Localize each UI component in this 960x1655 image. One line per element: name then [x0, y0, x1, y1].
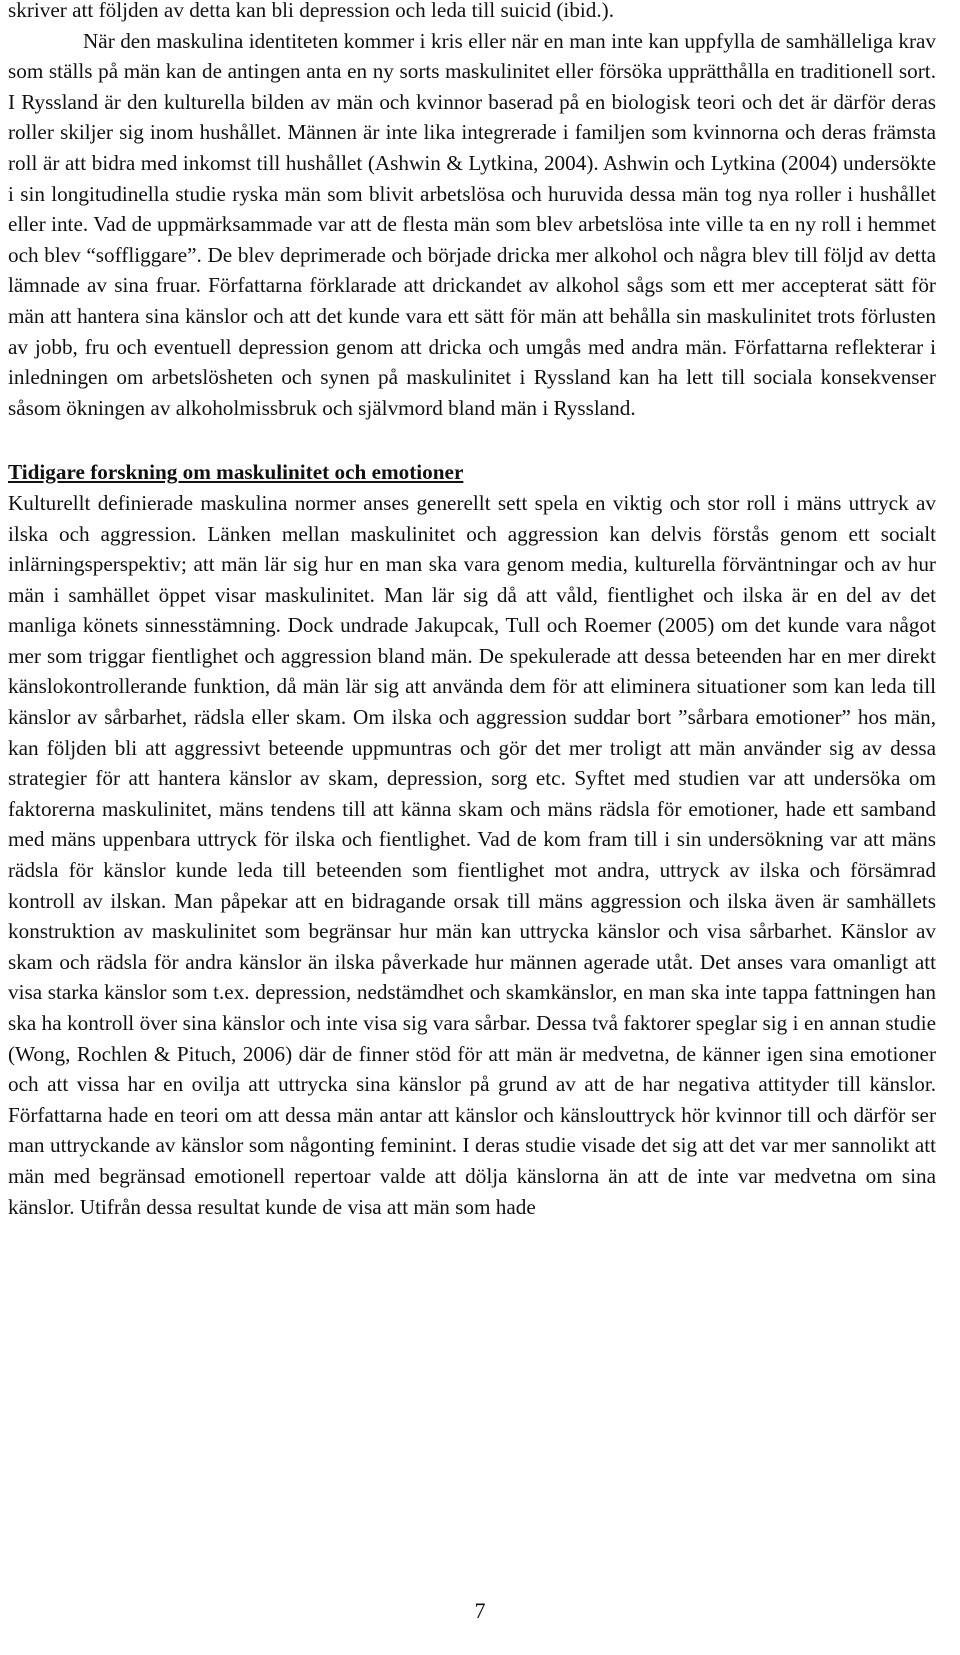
section-gap [8, 423, 936, 457]
continued-line: skriver att följden av detta kan bli depression och leda till suicid (ibid.). [8, 0, 615, 22]
section-heading: Tidigare forskning om maskulinitet och emotioner [8, 460, 464, 485]
paragraph-previous-research: Kulturellt definierade maskulina normer anses generellt sett spela en viktig och stor roll i mäns uttryck av ilska och aggression. Länken mellan maskulinitet och aggression kan delvis förstås genom ett socialt inlärningsperspektiv; att män lär sig hur en man ska vara genom media, kulturella förväntningar och av hur män i samhället öppet visar maskulinitet. Man lär sig då att våld, fientlighet och ilska är en del av det manliga könets sinnesstämning. Dock undrade Jakupcak, Tull och Roemer (2005) om det kunde vara något mer som triggar fientlighet och aggression bland män. De spekulerade att dessa beteenden har en mer direkt känslokontrollerande funktion, då män lär sig att använda dem för att eliminera situationer som kan leda till känslor av sårbarhet, rädsla eller skam. Om ilska och aggression suddar bort ”sårbara emotioner” hos män, kan följden bli att aggressivt beteende uppmuntras och gör det mer troligt att män använder sig av dessa strategier för att hantera känslor av skam, depression, sorg etc. Syftet med studien var att undersöka om faktorerna maskulinitet, mäns tendens till att känna skam och mäns rädsla för emotioner, hade ett samband med mäns uppenbara uttryck för ilska och fientlighet. Vad de kom fram till i sin undersökning var att mäns rädsla för känslor kunde leda till beteenden som fientlighet mot andra, uttryck av ilska och försämrad kontroll av ilskan. Man påpekar att en bidragande orsak till mäns aggression och ilska även är samhällets konstruktion av maskulinitet som begränsar hur män kan uttrycka känslor och visa sårbarhet. Känslor av skam och rädsla för andra känslor än ilska påverkade hur männen agerade utåt. Det anses vara omanligt att visa starka känslor som t.ex. depression, nedstämdhet och skamkänslor, en man ska inte tappa fattningen han ska ha kontroll över sina känslor och inte visa sig vara sårbar. Dessa två faktorer speglar sig i en annan studie (Wong, Rochlen & Pituch, 2006) där de finner stöd för att män är medvetna, de känner igen sina emotioner och att vissa har en ovilja att uttrycka sina känslor på grund av att de har negativa attityder till känslor. Författarna hade en teori om att dessa män antar att känslor och känslouttryck hör kvinnor till och därför ser man uttryckande av känslor som någonting feminint. I deras studie visade det sig att det var mer sannolikt att män med begränsad emotionell repertoar valde att dölja känslorna än att de inte var medvetna om sina känslor. Utifrån dessa resultat kunde de visa att män som hade [8, 490, 936, 1219]
paragraph-russia-masculinity: När den maskulina identiteten kommer i kris eller när en man inte kan uppfylla de samhälleliga krav som ställs på män kan de antingen anta en ny sorts maskulinitet eller försöka upprätthålla en traditionell sort. I Ryssland är den kulturella bilden av män och kvinnor baserad på en biologisk teori och det är därför deras roller skiljer sig inom hushållet. Männen är inte lika integrerade i familjen som kvinnorna och deras främsta roll är att bidra med inkomst till hushållet (Ashwin & Lytkina, 2004). Ashwin och Lytkina (2004) undersökte i sin longitudinella studie ryska män som blivit arbetslösa och huruvida dessa män tog nya roller i hushållet eller inte. Vad de uppmärksammade var att de flesta män som blev arbetslösa inte ville ta en ny roll i hemmet och blev “soffliggare”. De blev deprimerade och började dricka mer alkohol och några blev till följd av detta lämnade av sina fruar. Författarna förklarade att drickandet av alkohol sågs som ett mer accepterat sätt för män att hantera sina känslor och att det kunde vara ett sätt för män att behålla sin maskulinitet trots förlusten av jobb, fru och eventuell depression genom att dricka och umgås med andra män. Författarna reflekterar i inledningen om arbetslösheten och synen på maskulinitet i Ryssland kan ha lett till sociala konsekvenser såsom ökningen av alkoholmissbruk och självmord bland män i Ryssland. [8, 28, 936, 420]
document-page [8, 0, 936, 1222]
page-number: 7 [474, 1598, 486, 1623]
